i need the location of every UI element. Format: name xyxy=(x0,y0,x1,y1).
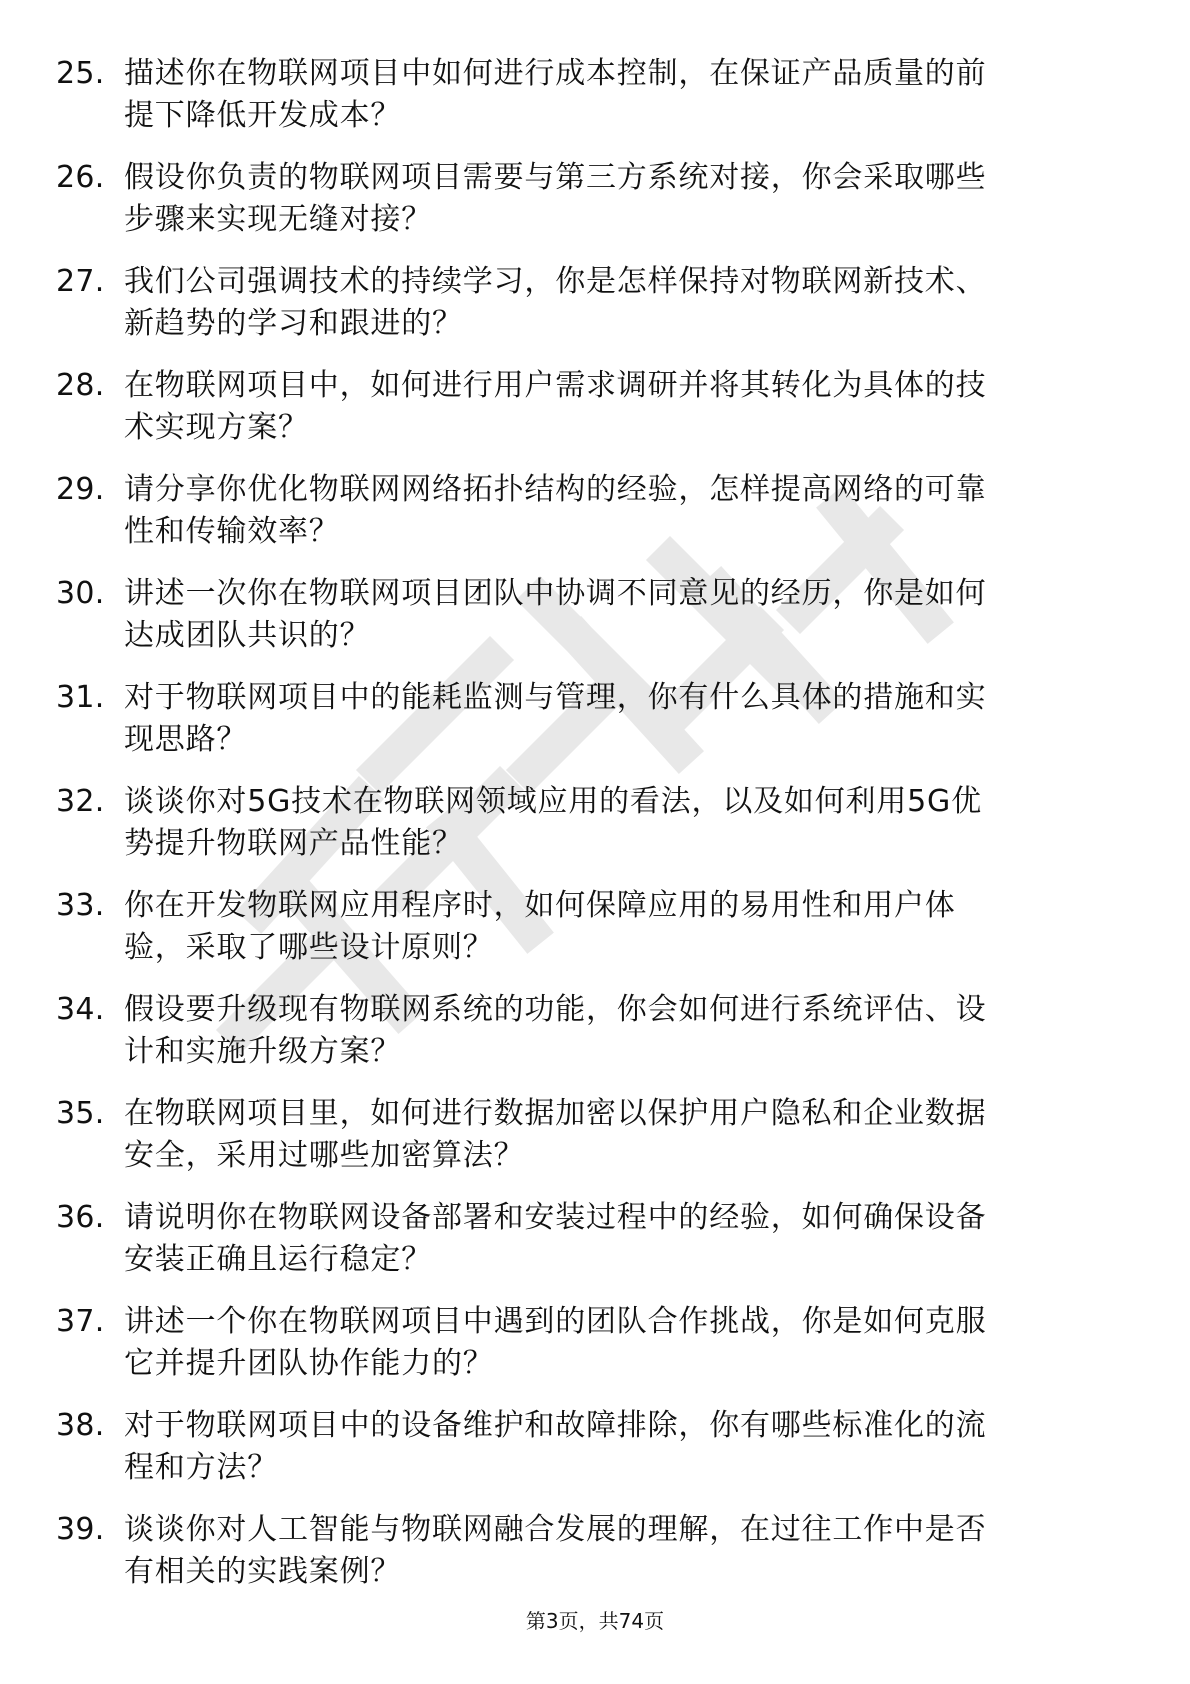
question-number: 36. xyxy=(56,1200,105,1235)
question-number: 30. xyxy=(56,576,105,611)
question-text: 对于物联网项目中的设备维护和故障排除，你有哪些标准化的流 程和方法？ xyxy=(124,1408,987,1485)
question-number: 35. xyxy=(56,1096,105,1131)
question-number: 33. xyxy=(56,888,105,923)
list-item xyxy=(56,677,1136,781)
question-text: 描述你在物联网项目中如何进行成本控制，在保证产品质量的前 提下降低开发成本？ xyxy=(124,56,987,133)
question-text: 在物联网项目中，如何进行用户需求调研并将其转化为具体的技 术实现方案？ xyxy=(124,368,987,445)
question-text: 讲述一个你在物联网项目中遇到的团队合作挑战，你是如何克服 它并提升团队协作能力的？ xyxy=(124,1304,987,1381)
question-number: 26. xyxy=(56,160,105,195)
list-item xyxy=(56,469,1136,573)
list-item xyxy=(56,53,1136,157)
question-text: 请说明你在物联网设备部署和安装过程中的经验，如何确保设备 安装正确且运行稳定？ xyxy=(124,1200,987,1277)
question-text: 对于物联网项目中的能耗监测与管理，你有什么具体的措施和实 现思路？ xyxy=(124,680,987,757)
list-item xyxy=(56,157,1136,261)
list-item xyxy=(56,365,1136,469)
question-text: 我们公司强调技术的持续学习，你是怎样保持对物联网新技术、 新趋势的学习和跟进的？ xyxy=(124,264,987,341)
question-text: 谈谈你对5G技术在物联网领域应用的看法，以及如何利用5G优 势提升物联网产品性能？ xyxy=(124,784,982,861)
question-number: 29. xyxy=(56,472,105,507)
question-text: 讲述一次你在物联网项目团队中协调不同意见的经历，你是如何 达成团队共识的？ xyxy=(124,576,987,653)
list-item xyxy=(56,1197,1136,1301)
list-item xyxy=(56,885,1136,989)
question-text: 在物联网项目里，如何进行数据加密以保护用户隐私和企业数据 安全，采用过哪些加密算法？ xyxy=(124,1096,987,1173)
question-list xyxy=(56,53,1136,1613)
question-text: 请分享你优化物联网网络拓扑结构的经验，怎样提高网络的可靠 性和传输效率？ xyxy=(124,472,987,549)
question-number: 38. xyxy=(56,1408,105,1443)
list-item xyxy=(56,573,1136,677)
page-footer: 第3页，共74页 xyxy=(525,1609,665,1633)
question-number: 37. xyxy=(56,1304,105,1339)
question-text: 假设要升级现有物联网系统的功能，你会如何进行系统评估、设 计和实施升级方案？ xyxy=(124,992,987,1069)
list-item xyxy=(56,989,1136,1093)
question-number: 34. xyxy=(56,992,105,1027)
question-number: 27. xyxy=(56,264,105,299)
question-text: 你在开发物联网应用程序时，如何保障应用的易用性和用户体 验，采取了哪些设计原则？ xyxy=(124,888,956,965)
list-item xyxy=(56,1301,1136,1405)
list-item xyxy=(56,1093,1136,1197)
list-item xyxy=(56,261,1136,365)
list-item xyxy=(56,1405,1136,1509)
list-item xyxy=(56,781,1136,885)
question-number: 28. xyxy=(56,368,105,403)
list-item xyxy=(56,1509,1136,1613)
question-text: 谈谈你对人工智能与物联网融合发展的理解，在过往工作中是否 有相关的实践案例？ xyxy=(124,1512,987,1589)
question-text: 假设你负责的物联网项目需要与第三方系统对接，你会采取哪些 步骤来实现无缝对接？ xyxy=(124,160,987,237)
question-number: 39. xyxy=(56,1512,105,1547)
question-number: 31. xyxy=(56,680,105,715)
question-number: 32. xyxy=(56,784,105,819)
question-number: 25. xyxy=(56,56,105,91)
